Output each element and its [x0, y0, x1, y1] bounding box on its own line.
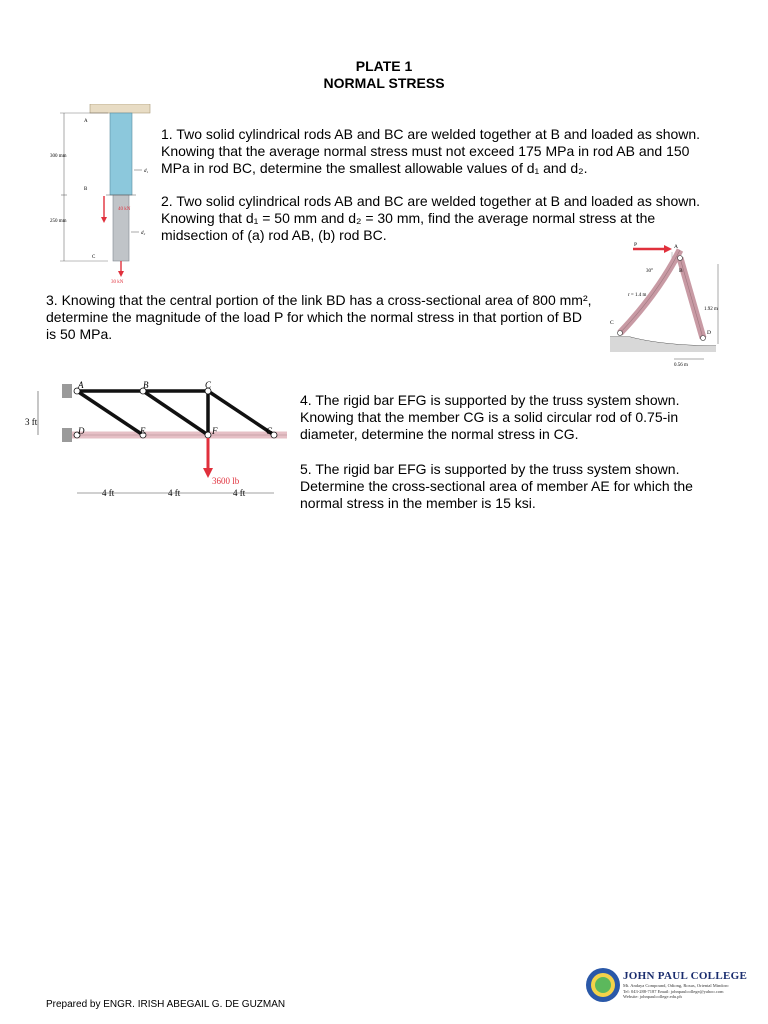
college-info-line-2: Tel: 043-288-7187 Email: johnpaulcollege@yahoo.com: [623, 988, 724, 994]
fig1-label-a: A: [84, 119, 88, 124]
fig3-load: 3600 lb: [212, 476, 240, 486]
fig3-label-a: A: [78, 380, 84, 390]
problem-2: 2. Two solid cylindrical rods AB and BC are welded together at B and loaded as shown. Knowing that d₁ = 50 mm and d₂ = 30 mm, find the average normal stress at the midsection of (a) rod AB, (b) rod BC.: [161, 193, 701, 243]
fig1-d2: d₂: [141, 231, 146, 236]
fig1-dim-ab: 300 mm: [50, 154, 67, 159]
figure-curved-link: [600, 238, 740, 368]
problem-1: 1. Two solid cylindrical rods AB and BC are welded together at B and loaded as shown. Knowing that the average normal stress must not exceed 175 MPa in rod AB and 150 MPa in rod BC, determine the smallest allowable values of d₁ and d₂.: [161, 126, 701, 176]
fig3-label-b: B: [143, 380, 149, 390]
fig3-span-3: 4 ft: [233, 488, 246, 498]
college-info-line-3: Website: johnpaulcollege.edu.ph: [623, 994, 682, 999]
page-title: PLATE 1: [355, 58, 413, 74]
fig2-label-c: C: [610, 320, 614, 326]
fig2-label-b: B: [679, 268, 683, 274]
footer-prepared-by: Prepared by ENGR. IRISH ABEGAIL G. DE GUZMAN: [46, 999, 286, 1010]
fig2-label-d: D: [707, 330, 711, 336]
figure-stepped-rod: [38, 104, 158, 284]
fig3-span-1: 4 ft: [102, 488, 115, 498]
college-seal-logo: [585, 967, 621, 1003]
fig1-load-c: 30 kN: [111, 280, 124, 284]
fig2-dim-width: 0.56 m: [674, 363, 688, 368]
fig3-height: 3 ft: [25, 417, 38, 427]
fig1-d1: d₁: [144, 169, 149, 174]
college-info-line-1: Mt. Andaya Compound, Odiong, Roxas, Oriental Mindoro: [623, 983, 729, 988]
fig2-angle: 30°: [646, 269, 653, 274]
fig1-load-b: 40 kN: [118, 207, 131, 212]
college-address: [623, 983, 743, 1000]
fig2-radius: r = 1.4 m: [628, 293, 647, 298]
college-name: JOHN PAUL COLLEGE: [623, 970, 748, 982]
problem-5: 5. The rigid bar EFG is supported by the truss system shown. Determine the cross-sectional area of member AE for which the normal stress in the member is 15 ksi.: [300, 461, 693, 511]
fig2-label-p: P: [634, 242, 638, 248]
page-subtitle: NORMAL STRESS: [323, 75, 445, 91]
fig3-label-f: F: [212, 426, 218, 436]
fig3-label-d: D: [78, 426, 85, 436]
fig3-label-g: G: [266, 426, 273, 436]
fig3-span-2: 4 ft: [168, 488, 181, 498]
figure-truss: [12, 378, 292, 513]
fig2-label-a: A: [674, 244, 678, 250]
fig1-dim-bc: 250 mm: [50, 219, 67, 224]
fig2-dim-height: 1.92 m: [704, 307, 718, 312]
fig3-label-c: C: [205, 380, 212, 390]
problem-4: 4. The rigid bar EFG is supported by the truss system shown. Knowing that the member CG is a solid circular rod of 0.75-in diameter, determine the normal stress in CG.: [300, 392, 680, 442]
fig1-label-b: B: [84, 187, 88, 192]
fig3-label-e: E: [140, 426, 146, 436]
problem-3: 3. Knowing that the central portion of the link BD has a cross-sectional area of 800 mm², determine the magnitude of the load P for which the normal stress in that portion of BD is 50 MPa.: [46, 292, 592, 342]
fig1-label-c: C: [92, 255, 96, 260]
